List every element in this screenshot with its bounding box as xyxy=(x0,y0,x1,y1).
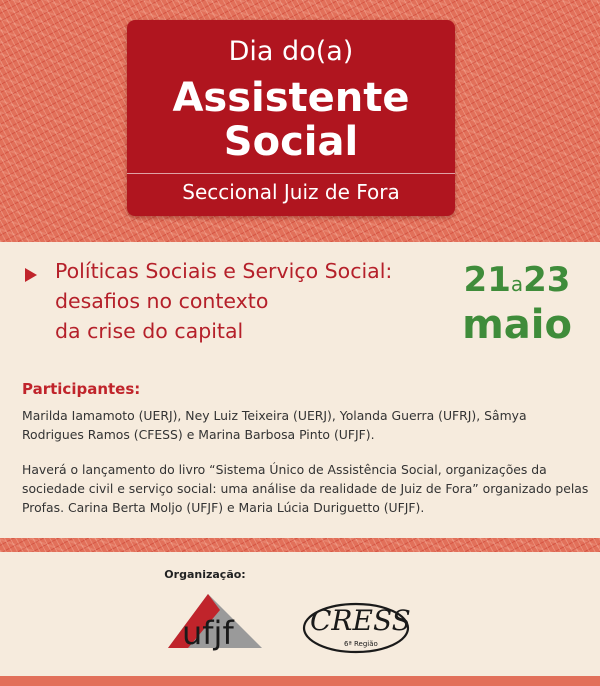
ufjf-logo xyxy=(162,590,272,662)
event-date xyxy=(452,260,582,346)
organization-label: Organização: xyxy=(164,568,246,581)
participants-line-1: Marilda Iamamoto (UERJ), Ney Luiz Teixeira (UERJ), Yolanda Guerra (UFRJ), Sâmya xyxy=(22,408,527,423)
title-panel xyxy=(127,20,455,216)
triangle-bullet-icon xyxy=(25,268,37,282)
theme-line-1: Políticas Sociais e Serviço Social: xyxy=(55,259,393,283)
date-range xyxy=(452,260,582,304)
title-divider xyxy=(127,173,455,174)
book-launch-text xyxy=(22,460,589,517)
cress-logo-region: 6ª Região xyxy=(344,640,378,648)
title-subtitle: Seccional Juiz de Fora xyxy=(182,180,400,204)
cress-logo xyxy=(300,594,416,658)
footer-band xyxy=(0,676,600,686)
launch-line-3: Profas. Carina Berta Moljo (UFJF) e Maria Lúcia Duriguetto (UFJF). xyxy=(22,500,425,515)
participants-heading: Participantes: xyxy=(22,380,141,398)
launch-line-1: Haverá o lançamento do livro “Sistema Único de Assistência Social, organizações da xyxy=(22,462,547,477)
date-connector: a xyxy=(510,272,524,296)
title-main-line2: Social xyxy=(223,119,359,165)
date-start: 21 xyxy=(463,260,511,300)
cress-logo-text: CRESS xyxy=(310,604,411,637)
participants-line-2: Rodrigues Ramos (CFESS) e Marina Barbosa Pinto (UFJF). xyxy=(22,427,375,442)
launch-line-2: sociedade civil e serviço social: uma análise da realidade de Juiz de Fora” organizado pelas xyxy=(22,481,589,496)
theme-line-2: desafios no contexto xyxy=(55,289,269,313)
divider-hatched-band xyxy=(0,538,600,552)
title-prefix: Dia do(a) xyxy=(228,36,354,67)
participants-list xyxy=(22,406,582,444)
title-main-line1: Assistente xyxy=(172,75,410,121)
date-end: 23 xyxy=(523,260,571,300)
date-month: maio xyxy=(462,302,572,348)
theme-line-3: da crise do capital xyxy=(55,319,244,343)
ufjf-logo-text: ufjf xyxy=(182,614,234,652)
event-theme xyxy=(55,256,445,346)
